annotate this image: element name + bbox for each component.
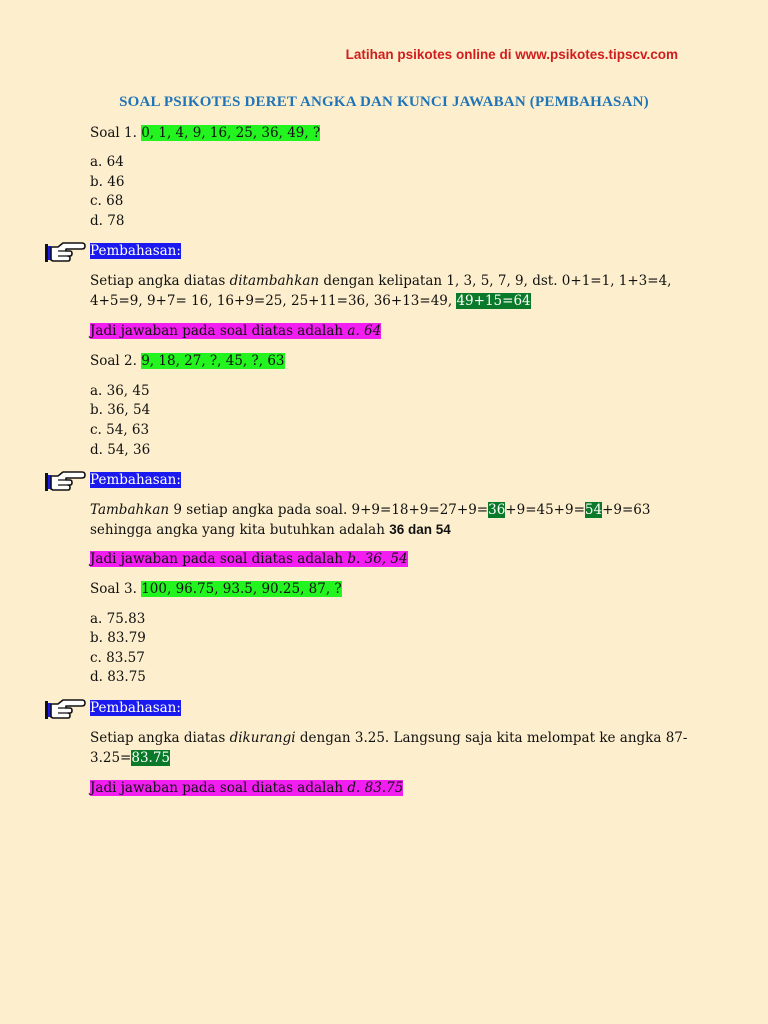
discussion-1-label: Pembahasan: xyxy=(90,243,181,259)
explanation-2-line-2: sehingga angka yang kita butuhkan adalah 36 dan 54 xyxy=(90,522,451,538)
question-3-label: Soal 3. xyxy=(90,581,142,597)
option-3a: a. 75.83 xyxy=(90,611,146,627)
option-2d: d. 54, 36 xyxy=(90,442,151,458)
option-3d: d. 83.75 xyxy=(90,669,146,685)
pointing-hand-icon xyxy=(44,697,86,723)
document-title: SOAL PSIKOTES DERET ANGKA DAN KUNCI JAWABAN (PEMBAHASAN) xyxy=(119,94,649,110)
answer-2: Jadi jawaban pada soal diatas adalah b. 36, 54 xyxy=(90,551,408,567)
question-1 xyxy=(90,123,320,143)
option-1a: a. 64 xyxy=(90,154,124,170)
option-2a: a. 36, 45 xyxy=(90,383,150,399)
question-3-series: 100, 96.75, 93.5, 90.25, 87, ? xyxy=(141,581,342,597)
option-1c: c. 68 xyxy=(90,193,124,209)
question-3 xyxy=(90,579,342,599)
pointing-hand-icon xyxy=(44,240,86,266)
explanation-1-line-1: Setiap angka diatas ditambahkan dengan kelipatan 1, 3, 5, 7, 9, dst. 0+1=1, 1+3=4, xyxy=(90,273,672,289)
discussion-2-label: Pembahasan: xyxy=(90,472,181,488)
question-2 xyxy=(90,351,285,371)
explanation-3-line-2: 3.25=83.75 xyxy=(90,750,171,766)
explanation-2-line-1: Tambahkan 9 setiap angka pada soal. 9+9=18+9=27+9=36+9=45+9=54+9=63 xyxy=(90,502,651,518)
option-1b: b. 46 xyxy=(90,174,125,190)
option-3b: b. 83.79 xyxy=(90,630,146,646)
answer-1: Jadi jawaban pada soal diatas adalah a. 64 xyxy=(90,323,382,339)
explanation-3-line-1: Setiap angka diatas dikurangi dengan 3.25. Langsung saja kita melompat ke angka 87- xyxy=(90,730,688,746)
option-3c: c. 83.57 xyxy=(90,650,145,666)
question-1-label: Soal 1. xyxy=(90,125,142,141)
header-site-link[interactable]: Latihan psikotes online di www.psikotes.tipscv.com xyxy=(345,47,678,62)
answer-3: Jadi jawaban pada soal diatas adalah d. 83.75 xyxy=(90,780,404,796)
option-1d: d. 78 xyxy=(90,213,125,229)
question-2-label: Soal 2. xyxy=(90,353,142,369)
pointing-hand-icon xyxy=(44,469,86,495)
question-1-series: 0, 1, 4, 9, 16, 25, 36, 49, ? xyxy=(141,125,321,141)
explanation-1-line-2: 4+5=9, 9+7= 16, 16+9=25, 25+11=36, 36+13=49, 49+15=64 xyxy=(90,293,531,309)
option-2b: b. 36, 54 xyxy=(90,402,151,418)
question-2-series: 9, 18, 27, ?, 45, ?, 63 xyxy=(141,353,285,369)
option-2c: c. 54, 63 xyxy=(90,422,150,438)
discussion-3-label: Pembahasan: xyxy=(90,700,181,716)
